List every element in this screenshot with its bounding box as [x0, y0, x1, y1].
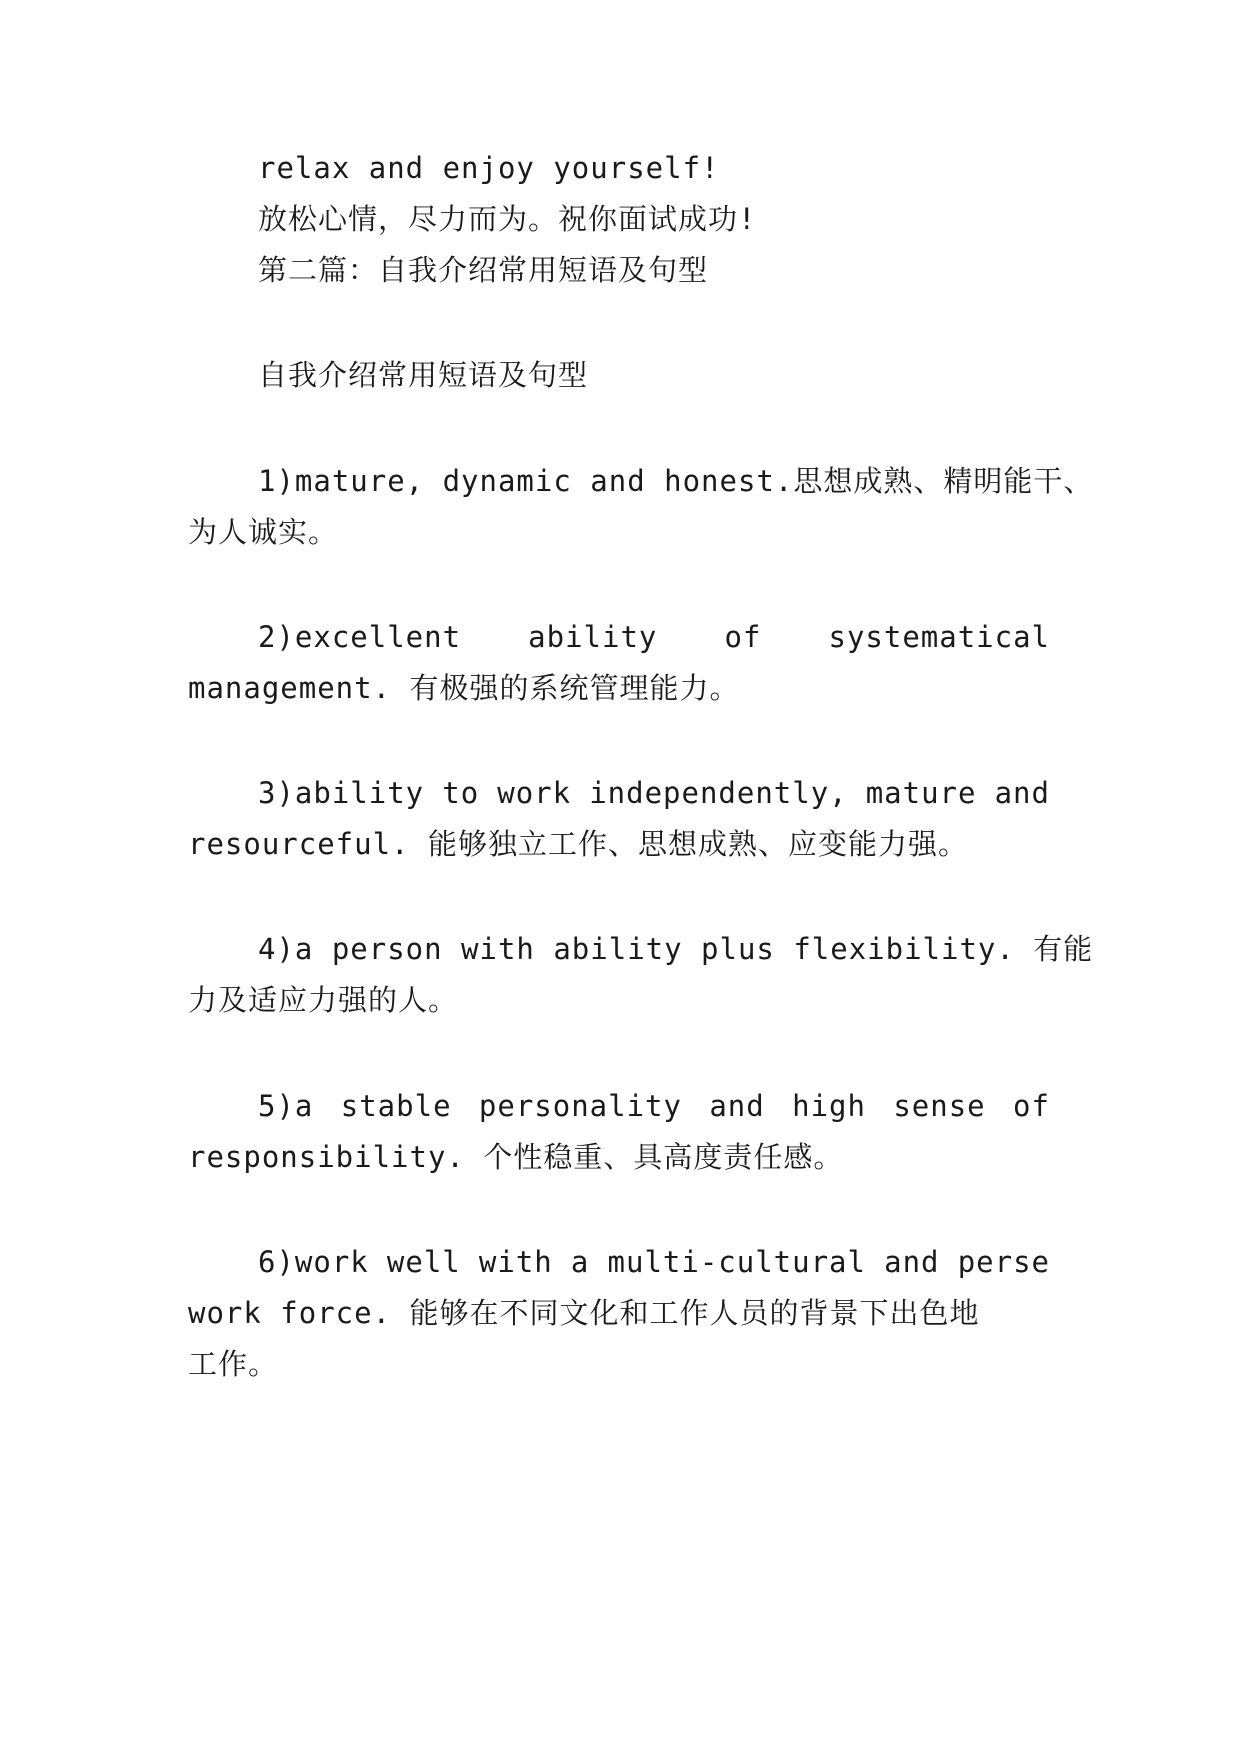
- section-heading: 第二篇：自我介绍常用短语及句型: [258, 253, 709, 287]
- item-5-word: high: [792, 1089, 866, 1123]
- item-6-line-3: 工作。: [188, 1347, 279, 1381]
- item-5-line-2: responsibility. 个性稳重、具高度责任感。: [188, 1140, 844, 1174]
- item-5-word: stable: [340, 1089, 452, 1123]
- item-2-line-2: management. 有极强的系统管理能力。: [188, 671, 740, 705]
- item-5-line-1: [258, 1086, 1050, 1126]
- item-3-word: work: [497, 776, 572, 810]
- item-4-line-1: 4)a person with ability plus flexibility. 有能: [258, 932, 1094, 966]
- item-6-word: 6)work: [258, 1245, 369, 1279]
- item-3-word: mature: [865, 776, 977, 810]
- item-3-word: 3)ability: [258, 776, 425, 810]
- section-subtitle: 自我介绍常用短语及句型: [258, 358, 589, 392]
- item-3-line-2: resourceful. 能够独立工作、思想成熟、应变能力强。: [188, 827, 968, 861]
- item-5-word: of: [1013, 1089, 1050, 1123]
- item-6-word: well: [386, 1245, 461, 1279]
- item-6-word: multi-cultural: [607, 1245, 866, 1279]
- item-5-word: 5)a: [258, 1089, 314, 1123]
- item-5-word: sense: [893, 1089, 986, 1123]
- item-6-word: and: [884, 1245, 940, 1279]
- item-3-word: and: [994, 776, 1050, 810]
- item-2-word: of: [724, 620, 762, 654]
- item-3-word: to: [442, 776, 480, 810]
- item-3-line-1: [258, 773, 1050, 813]
- item-2-word: systematical: [828, 620, 1050, 654]
- item-5-word: personality: [478, 1089, 682, 1123]
- item-5-word: and: [709, 1089, 765, 1123]
- intro-line-2: 放松心情，尽力而为。祝你面试成功!: [258, 202, 757, 236]
- item-6-word: a: [570, 1245, 590, 1279]
- item-1-line-2: 为人诚实。: [188, 515, 339, 549]
- item-2-line-1: [258, 617, 1050, 657]
- item-2-word: ability: [528, 620, 658, 654]
- item-2-word: 2)excellent: [258, 620, 462, 654]
- item-6-word: perse: [957, 1245, 1050, 1279]
- item-1-line-1: 1)mature, dynamic and honest.思想成熟、精明能干、: [258, 464, 1094, 498]
- intro-line-1: relax and enjoy yourself!: [258, 151, 720, 185]
- item-4-line-2: 力及适应力强的人。: [188, 983, 459, 1017]
- item-3-word: independently,: [589, 776, 848, 810]
- item-6-line-2: work force. 能够在不同文化和工作人员的背景下出色地: [188, 1296, 980, 1330]
- item-6-word: with: [478, 1245, 553, 1279]
- item-6-line-1: [258, 1242, 1050, 1282]
